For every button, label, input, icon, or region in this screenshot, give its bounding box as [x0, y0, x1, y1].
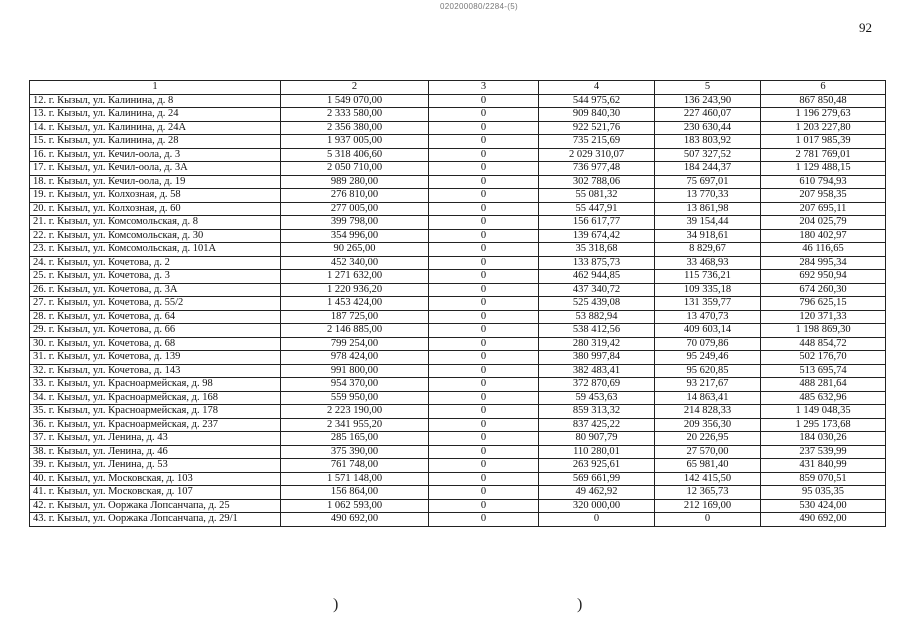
- cell-col-4: 525 439,08: [539, 297, 655, 311]
- cell-col-3: 0: [429, 297, 539, 311]
- cell-col-4: 110 280,01: [539, 445, 655, 459]
- cell-col-5: 115 736,21: [655, 270, 761, 284]
- cell-col-5: 65 981,40: [655, 459, 761, 473]
- cell-col-4: 837 425,22: [539, 418, 655, 432]
- cell-col-5: 34 918,61: [655, 229, 761, 243]
- cell-col-6: 204 025,79: [761, 216, 886, 230]
- cell-col-6: 120 371,33: [761, 310, 886, 324]
- cell-col-4: 382 483,41: [539, 364, 655, 378]
- table-body: [30, 94, 886, 526]
- table-row: [30, 283, 886, 297]
- cell-col-6: 490 692,00: [761, 513, 886, 527]
- cell-col-6: 1 129 488,15: [761, 162, 886, 176]
- cell-col-4: 922 521,76: [539, 121, 655, 135]
- cell-address: 38. г. Кызыл, ул. Ленина, д. 46: [30, 445, 281, 459]
- cell-address: 21. г. Кызыл, ул. Комсомольская, д. 8: [30, 216, 281, 230]
- cell-col-4: 372 870,69: [539, 378, 655, 392]
- cell-col-2: 354 996,00: [281, 229, 429, 243]
- cell-col-4: 55 447,91: [539, 202, 655, 216]
- cell-col-3: 0: [429, 378, 539, 392]
- cell-col-3: 0: [429, 337, 539, 351]
- cell-col-3: 0: [429, 121, 539, 135]
- table-row: [30, 378, 886, 392]
- cell-col-6: 867 850,48: [761, 94, 886, 108]
- cell-col-2: 285 165,00: [281, 432, 429, 446]
- table-row: [30, 337, 886, 351]
- cell-col-3: 0: [429, 418, 539, 432]
- cell-col-4: 53 882,94: [539, 310, 655, 324]
- table-row: [30, 445, 886, 459]
- cell-address: 32. г. Кызыл, ул. Кочетова, д. 143: [30, 364, 281, 378]
- cell-col-4: 55 081,32: [539, 189, 655, 203]
- table-row: [30, 351, 886, 365]
- cell-col-4: 139 674,42: [539, 229, 655, 243]
- cell-address: 13. г. Кызыл, ул. Калинина, д. 24: [30, 108, 281, 122]
- cell-col-6: 95 035,35: [761, 486, 886, 500]
- cell-col-6: 796 625,15: [761, 297, 886, 311]
- cell-col-4: 569 661,99: [539, 472, 655, 486]
- cell-col-3: 0: [429, 324, 539, 338]
- cell-col-2: 276 810,00: [281, 189, 429, 203]
- cell-address: 28. г. Кызыл, ул. Кочетова, д. 64: [30, 310, 281, 324]
- cell-col-6: 610 794,93: [761, 175, 886, 189]
- table-row: [30, 202, 886, 216]
- cell-col-5: 507 327,52: [655, 148, 761, 162]
- table-row: [30, 243, 886, 257]
- cell-col-4: 133 875,73: [539, 256, 655, 270]
- cell-col-6: 237 539,99: [761, 445, 886, 459]
- cell-col-2: 954 370,00: [281, 378, 429, 392]
- cell-col-4: 35 318,68: [539, 243, 655, 257]
- cell-col-6: 513 695,74: [761, 364, 886, 378]
- cell-col-2: 799 254,00: [281, 337, 429, 351]
- table-row: [30, 418, 886, 432]
- cell-col-5: 93 217,67: [655, 378, 761, 392]
- cell-address: 40. г. Кызыл, ул. Московская, д. 103: [30, 472, 281, 486]
- page-number: 92: [859, 20, 872, 35]
- cell-col-6: 207 695,11: [761, 202, 886, 216]
- cell-col-3: 0: [429, 202, 539, 216]
- cell-col-3: 0: [429, 499, 539, 513]
- cell-col-4: 156 617,77: [539, 216, 655, 230]
- cell-col-5: 409 603,14: [655, 324, 761, 338]
- cell-col-5: 8 829,67: [655, 243, 761, 257]
- cell-col-3: 0: [429, 486, 539, 500]
- cell-col-3: 0: [429, 108, 539, 122]
- cell-col-3: 0: [429, 405, 539, 419]
- cell-col-3: 0: [429, 472, 539, 486]
- cell-col-4: 736 977,48: [539, 162, 655, 176]
- cell-col-2: 989 280,00: [281, 175, 429, 189]
- cell-col-3: 0: [429, 513, 539, 527]
- cell-col-6: 46 116,65: [761, 243, 886, 257]
- cell-col-2: 2 333 580,00: [281, 108, 429, 122]
- cell-col-6: 1 295 173,68: [761, 418, 886, 432]
- cell-col-4: 302 788,06: [539, 175, 655, 189]
- cell-col-6: 207 958,35: [761, 189, 886, 203]
- cell-col-5: 95 249,46: [655, 351, 761, 365]
- cell-address: 27. г. Кызыл, ул. Кочетова, д. 55/2: [30, 297, 281, 311]
- cell-col-4: 59 453,63: [539, 391, 655, 405]
- cell-col-3: 0: [429, 162, 539, 176]
- cell-col-3: 0: [429, 459, 539, 473]
- cell-col-2: 1 571 148,00: [281, 472, 429, 486]
- cell-col-2: 1 549 070,00: [281, 94, 429, 108]
- handwritten-mark: ): [577, 596, 583, 613]
- cell-address: 36. г. Кызыл, ул. Красноармейская, д. 237: [30, 418, 281, 432]
- cell-address: 18. г. Кызыл, ул. Кечил-оола, д. 19: [30, 175, 281, 189]
- cell-col-5: 12 365,73: [655, 486, 761, 500]
- cell-address: 31. г. Кызыл, ул. Кочетова, д. 139: [30, 351, 281, 365]
- cell-col-5: 20 226,95: [655, 432, 761, 446]
- table-row: [30, 162, 886, 176]
- cell-col-5: 230 630,44: [655, 121, 761, 135]
- cell-col-3: 0: [429, 351, 539, 365]
- cell-address: 20. г. Кызыл, ул. Колхозная, д. 60: [30, 202, 281, 216]
- cell-col-6: 184 030,26: [761, 432, 886, 446]
- cell-col-4: 263 925,61: [539, 459, 655, 473]
- cell-col-5: 39 154,44: [655, 216, 761, 230]
- table-row: [30, 364, 886, 378]
- cell-col-3: 0: [429, 364, 539, 378]
- column-header: 5: [655, 81, 761, 95]
- cell-col-2: 490 692,00: [281, 513, 429, 527]
- cell-address: 25. г. Кызыл, ул. Кочетова, д. 3: [30, 270, 281, 284]
- cell-col-3: 0: [429, 94, 539, 108]
- cell-col-2: 399 798,00: [281, 216, 429, 230]
- cell-col-2: 559 950,00: [281, 391, 429, 405]
- cell-col-2: 761 748,00: [281, 459, 429, 473]
- cell-col-4: 320 000,00: [539, 499, 655, 513]
- cell-address: 19. г. Кызыл, ул. Колхозная, д. 58: [30, 189, 281, 203]
- cell-col-6: 1 203 227,80: [761, 121, 886, 135]
- cell-col-5: 214 828,33: [655, 405, 761, 419]
- table-row: [30, 459, 886, 473]
- handwritten-mark: ): [333, 596, 339, 613]
- cell-col-5: 70 079,86: [655, 337, 761, 351]
- cell-col-5: 13 470,73: [655, 310, 761, 324]
- cell-address: 39. г. Кызыл, ул. Ленина, д. 53: [30, 459, 281, 473]
- cell-col-3: 0: [429, 310, 539, 324]
- cell-col-5: 184 244,37: [655, 162, 761, 176]
- cell-col-2: 277 005,00: [281, 202, 429, 216]
- cell-address: 16. г. Кызыл, ул. Кечил-оола, д. 3: [30, 148, 281, 162]
- cell-col-2: 2 050 710,00: [281, 162, 429, 176]
- cell-address: 12. г. Кызыл, ул. Калинина, д. 8: [30, 94, 281, 108]
- cell-col-4: 544 975,62: [539, 94, 655, 108]
- table-row: [30, 270, 886, 284]
- cell-col-5: 183 803,92: [655, 135, 761, 149]
- cell-col-3: 0: [429, 148, 539, 162]
- table-row: [30, 297, 886, 311]
- cell-col-2: 2 223 190,00: [281, 405, 429, 419]
- cell-col-6: 1 017 985,39: [761, 135, 886, 149]
- cell-col-6: 692 950,94: [761, 270, 886, 284]
- cell-col-4: 437 340,72: [539, 283, 655, 297]
- cell-address: 30. г. Кызыл, ул. Кочетова, д. 68: [30, 337, 281, 351]
- cell-col-2: 2 146 885,00: [281, 324, 429, 338]
- cell-address: 15. г. Кызыл, ул. Калинина, д. 28: [30, 135, 281, 149]
- table-row: [30, 310, 886, 324]
- cell-col-4: 80 907,79: [539, 432, 655, 446]
- cell-address: 26. г. Кызыл, ул. Кочетова, д. 3А: [30, 283, 281, 297]
- cell-col-5: 212 169,00: [655, 499, 761, 513]
- cell-col-2: 452 340,00: [281, 256, 429, 270]
- cell-address: 29. г. Кызыл, ул. Кочетова, д. 66: [30, 324, 281, 338]
- cell-col-6: 1 196 279,63: [761, 108, 886, 122]
- cell-col-2: 1 453 424,00: [281, 297, 429, 311]
- cell-col-5: 27 570,00: [655, 445, 761, 459]
- table-row: [30, 175, 886, 189]
- cell-col-5: 142 415,50: [655, 472, 761, 486]
- column-header: 1: [30, 81, 281, 95]
- cell-address: 33. г. Кызыл, ул. Красноармейская, д. 98: [30, 378, 281, 392]
- cell-col-4: 735 215,69: [539, 135, 655, 149]
- cell-col-3: 0: [429, 391, 539, 405]
- cell-address: 22. г. Кызыл, ул. Комсомольская, д. 30: [30, 229, 281, 243]
- cell-col-3: 0: [429, 270, 539, 284]
- cell-col-2: 156 864,00: [281, 486, 429, 500]
- table-row: [30, 148, 886, 162]
- table-row: [30, 121, 886, 135]
- table-row: [30, 256, 886, 270]
- table-row: [30, 94, 886, 108]
- cell-col-4: 538 412,56: [539, 324, 655, 338]
- cell-col-5: 95 620,85: [655, 364, 761, 378]
- cell-col-4: 909 840,30: [539, 108, 655, 122]
- cell-col-5: 131 359,77: [655, 297, 761, 311]
- cell-col-2: 187 725,00: [281, 310, 429, 324]
- cell-col-2: 5 318 406,60: [281, 148, 429, 162]
- cell-col-5: 227 460,07: [655, 108, 761, 122]
- cell-col-6: 859 070,51: [761, 472, 886, 486]
- cell-col-4: 49 462,92: [539, 486, 655, 500]
- cell-col-6: 180 402,97: [761, 229, 886, 243]
- cell-col-6: 530 424,00: [761, 499, 886, 513]
- data-table: [29, 80, 886, 527]
- cell-col-2: 1 062 593,00: [281, 499, 429, 513]
- cell-col-3: 0: [429, 432, 539, 446]
- cell-col-6: 674 260,30: [761, 283, 886, 297]
- cell-col-2: 1 271 632,00: [281, 270, 429, 284]
- cell-address: 23. г. Кызыл, ул. Комсомольская, д. 101А: [30, 243, 281, 257]
- cell-col-2: 1 937 005,00: [281, 135, 429, 149]
- column-header: 3: [429, 81, 539, 95]
- cell-col-5: 136 243,90: [655, 94, 761, 108]
- cell-col-3: 0: [429, 189, 539, 203]
- cell-col-6: 1 198 869,30: [761, 324, 886, 338]
- cell-col-2: 978 424,00: [281, 351, 429, 365]
- table-row: [30, 135, 886, 149]
- cell-col-6: 1 149 048,35: [761, 405, 886, 419]
- cell-col-4: 462 944,85: [539, 270, 655, 284]
- cell-address: 34. г. Кызыл, ул. Красноармейская, д. 168: [30, 391, 281, 405]
- column-header: 2: [281, 81, 429, 95]
- cell-col-6: 485 632,96: [761, 391, 886, 405]
- cell-col-6: 2 781 769,01: [761, 148, 886, 162]
- cell-col-2: 90 265,00: [281, 243, 429, 257]
- cell-address: 37. г. Кызыл, ул. Ленина, д. 43: [30, 432, 281, 446]
- cell-col-4: 859 313,32: [539, 405, 655, 419]
- table-row: [30, 472, 886, 486]
- cell-col-5: 13 770,33: [655, 189, 761, 203]
- table-row: [30, 216, 886, 230]
- cell-col-4: 380 997,84: [539, 351, 655, 365]
- cell-address: 42. г. Кызыл, ул. Ооржака Лопсанчапа, д. 25: [30, 499, 281, 513]
- cell-col-3: 0: [429, 175, 539, 189]
- cell-col-3: 0: [429, 283, 539, 297]
- cell-col-3: 0: [429, 216, 539, 230]
- table-row: [30, 324, 886, 338]
- table-row: [30, 391, 886, 405]
- cell-col-5: 14 863,41: [655, 391, 761, 405]
- table-row: [30, 229, 886, 243]
- cell-col-5: 13 861,98: [655, 202, 761, 216]
- cell-col-3: 0: [429, 256, 539, 270]
- cell-col-4: 2 029 310,07: [539, 148, 655, 162]
- cell-col-5: 0: [655, 513, 761, 527]
- column-header: 4: [539, 81, 655, 95]
- table-row: [30, 189, 886, 203]
- cell-col-5: 33 468,93: [655, 256, 761, 270]
- cell-address: 41. г. Кызыл, ул. Московская, д. 107: [30, 486, 281, 500]
- cell-col-3: 0: [429, 135, 539, 149]
- table-row: [30, 499, 886, 513]
- table-row: [30, 432, 886, 446]
- cell-col-5: 109 335,18: [655, 283, 761, 297]
- cell-col-3: 0: [429, 445, 539, 459]
- cell-col-3: 0: [429, 229, 539, 243]
- cell-col-4: 280 319,42: [539, 337, 655, 351]
- cell-col-2: 2 356 380,00: [281, 121, 429, 135]
- table-row: [30, 486, 886, 500]
- cell-col-2: 1 220 936,20: [281, 283, 429, 297]
- table-row: [30, 513, 886, 527]
- cell-col-2: 375 390,00: [281, 445, 429, 459]
- cell-col-6: 284 995,34: [761, 256, 886, 270]
- table-header-row: [30, 81, 886, 95]
- cell-address: 43. г. Кызыл, ул. Ооржака Лопсанчапа, д. 29/1: [30, 513, 281, 527]
- cell-col-3: 0: [429, 243, 539, 257]
- cell-col-5: 75 697,01: [655, 175, 761, 189]
- cell-col-2: 2 341 955,20: [281, 418, 429, 432]
- cell-col-4: 0: [539, 513, 655, 527]
- cell-address: 17. г. Кызыл, ул. Кечил-оола, д. 3А: [30, 162, 281, 176]
- cell-col-6: 448 854,72: [761, 337, 886, 351]
- cell-col-5: 209 356,30: [655, 418, 761, 432]
- cell-col-6: 502 176,70: [761, 351, 886, 365]
- cell-col-6: 488 281,64: [761, 378, 886, 392]
- cell-col-6: 431 840,99: [761, 459, 886, 473]
- cell-address: 24. г. Кызыл, ул. Кочетова, д. 2: [30, 256, 281, 270]
- table-row: [30, 405, 886, 419]
- cell-address: 14. г. Кызыл, ул. Калинина, д. 24А: [30, 121, 281, 135]
- cell-address: 35. г. Кызыл, ул. Красноармейская, д. 178: [30, 405, 281, 419]
- table-row: [30, 108, 886, 122]
- cell-col-2: 991 800,00: [281, 364, 429, 378]
- document-id: 020200080/2284-(5): [440, 2, 518, 11]
- column-header: 6: [761, 81, 886, 95]
